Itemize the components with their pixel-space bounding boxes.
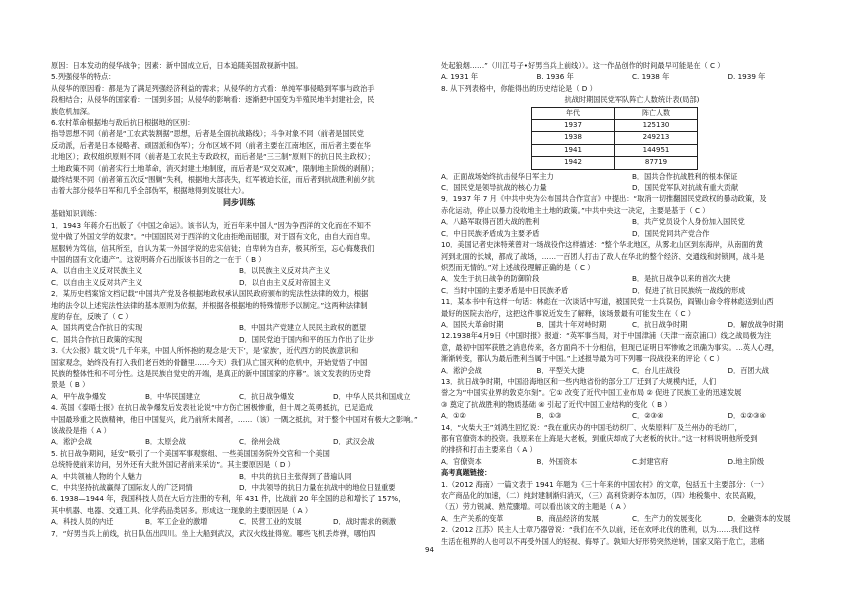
answer-option: A．科技人员的内迁	[51, 517, 114, 527]
answer-option: D．促进了抗日民族统一战线的形成	[632, 285, 746, 295]
question-line: 1．1943 年蒋介石出版了《中国之命运》。该书认为，近百年来中国人“因为争西洋的文化而在不知不	[51, 220, 371, 230]
question-line: 3.《大公报》载文说“几千年来，中国人所怀抱的观念是‘天下’，是‘家族’，近代西方的民族意识和	[51, 346, 359, 356]
sub-title: 基础知识训练：	[51, 209, 102, 219]
question-line: 12.1938年4月9日《中国时报》报道：“英军事当局，对于中国津浦（天津一南京浦口）线之战局极为注	[441, 331, 772, 341]
left-column	[51, 60, 427, 539]
question-line: 民族的整体性和不可分性。这是民族自觉史的开端，是真正的新中国国家的序幕”。该文发表的历史背	[51, 368, 371, 378]
body-text-line: 族危机加深。	[51, 106, 95, 116]
answer-option: A．正面战场始终抗击侵华日军主力	[441, 171, 554, 181]
question-line: 河到北面的长城，都成了战场，……一百团人打击了敌人在华北的整个经济、交通线和封锁网，战斗是	[441, 251, 765, 261]
answer-option: B．平型关大捷	[536, 365, 585, 375]
question-line: 中国最珍重之民族精神，他日中国复兴，此乃前所未闻者，……（该）一隅之抵抗，对于整个中国对有极大之影响。”	[51, 414, 418, 424]
answer-option: C．抗日战争时期	[632, 319, 688, 329]
answer-option: C．徐州会战	[239, 437, 280, 447]
answer-option: B．中国共产党建立人民民主政权的愿望	[239, 323, 367, 333]
question-line: 意，最初中国军获胜之消息传来，各方面尚不十分相信，但现已证明日军惨败之讯确为事实。…英人心理，	[441, 342, 779, 352]
answer-option: B．以民族主义反对共产主义	[239, 266, 331, 276]
right-column	[441, 60, 823, 547]
question-line: 11．某本书中有这样一句话：林彪在一次谈话中写道，被国民党一士兵误伤，阎锡山命令将林彪送到山西	[441, 297, 774, 307]
question-line: 景是（ B ）	[51, 380, 90, 390]
casualty-table	[531, 107, 698, 170]
question-line: 中国的固有文化遗产”。这说明蒋介石出版该书目的之一在于（ B ）	[51, 254, 266, 264]
answer-option: B．国共十年对峙时期	[536, 319, 607, 329]
question-line: 处起狼烟……”（川江号子•好男当兵上前线））。这一作品创作的时间最早可能是在（ C ）	[441, 61, 725, 70]
answer-option: A．①②	[441, 411, 466, 421]
question-line: 8. 从下列表格中，你能得出的历史结论是（ D ）	[441, 83, 597, 93]
body-text-line: 土地政策不同（前者实行土地革命，消灭封建土地制度，而后者是“双交双减”，限制地主阶级的剥削）；	[51, 163, 379, 173]
question-line: 炽烈而无情的。”对上述战役理解正确的是（ C ）	[441, 262, 595, 272]
question-line: 渐渐转变，都认为最后胜利当属于中国。”上述报导最为可下列哪一段战役来的评论（ C ）	[441, 354, 724, 364]
question-line: 5. 抗日战争期间，延安“吸引了一个美国军事观察组、一些美国国务院外交官和一个美国	[51, 448, 330, 458]
table-cell: 1941	[532, 144, 615, 156]
answer-option: B．是抗日战争以来的首次大捷	[632, 274, 731, 284]
answer-option: C．当时中国的主要矛盾是中日民族矛盾	[441, 285, 569, 295]
question-line: 国家观念，始终没有打入我们老百姓的骨髓里……今天）我们从亡国灭种的危机中，开始觉悟了中国	[51, 357, 368, 367]
question-line: 6. 1938—1944 年，我国科技人员在大后方注册的专利，年 431 件，比战前 20 年全国的总和增长了 157%，	[51, 494, 406, 504]
table-cell: 249213	[615, 132, 698, 144]
answer-option: B. 1936 年	[536, 72, 574, 82]
answer-option: C．中共坚持抗战赢得了国际友人的广泛同情	[51, 483, 193, 493]
question-line: 9．1937 年 7 月《中共中央为公布国共合作宣言》中提出：“取消一切推翻国民党政权的暴动政策，及	[441, 194, 767, 204]
question-line: ③ 奠定了抗战胜利的物质基础 ④ 引起了近代中国工业结构的变化（ B ）	[441, 399, 672, 409]
answer-option: C．国共合作抗日政策的实现	[51, 334, 143, 344]
page-number: 94	[425, 546, 434, 554]
answer-option: D. 1939 年	[727, 72, 766, 82]
question-line: （五）劳力锐减、熟荒骤增。可以看出该文的主题是（ A ）	[441, 502, 631, 512]
answer-option: D．国民党同共产党合作	[632, 228, 710, 238]
question-line: 生活在租界的人也可以不再受外国人的轻视、侮辱了。孰知大好形势突然逆转，国家又陷于危亡，悲痛	[441, 536, 765, 546]
table-cell: 1937	[532, 120, 615, 132]
answer-option: C．生产力的发展变化	[632, 513, 702, 523]
answer-option: C．抗日战争爆发	[239, 391, 295, 401]
answer-option: D．中华人民共和国成立	[333, 391, 411, 401]
answer-option: C．民营工业的发展	[239, 517, 302, 527]
body-text-line: 段相结合；从侵华的国家看：一国到多国；从侵华的影响看：逐渐把中国变为半殖民地半封建社会，民	[51, 95, 375, 105]
question-line: 4. 英国《泰晤士报》在抗日战争爆发后发表社论说“中方伤亡困极惨重，但十周之英勇抵抗，已足造成	[51, 403, 373, 413]
answer-option: C．国民党是领导抗战的核心力量	[441, 183, 547, 193]
answer-option: A．八路军取得百团大战的胜利	[441, 217, 540, 227]
answer-option: C．中日民族矛盾成为主要矛盾	[441, 228, 540, 238]
answer-option: D．金融资本的发展	[727, 513, 791, 523]
table-row	[532, 157, 698, 169]
question-line: 总统特使前来访问，另外还有大批外国记者前来采访”。其主要原因是（ D ）	[51, 460, 295, 470]
answer-option: B．商品经济的发展	[536, 513, 599, 523]
answer-option: D．①②③④	[727, 411, 766, 421]
answer-option: B．外国资本	[536, 456, 578, 466]
table-row	[532, 120, 698, 132]
question-line: 农产商品化的加速，（二）纯封建制渐归消灭，（三）高利贷剥夺本加厉，（四）地税集中、农民高殿，	[441, 491, 761, 501]
answer-option: A．国共两党合作抗日的实现	[51, 323, 143, 333]
question-line: 7．“好男当兵上前线，抗日队伍出四川。坐上大船到武汉，武汉火线扯得宽。哪些飞机丢炸弹，哪怕四	[51, 528, 376, 538]
body-text-line: 原因：日本发动的侵华战争；因素：新中国成立后，日本追随美国敌视新中国。	[51, 61, 303, 70]
body-text-line: 北地区）；政权组织原则不同（前者是工农民主专政政权，而后者是“三三制”原则下的抗日民主政权）；	[51, 152, 375, 162]
table-row	[532, 132, 698, 144]
answer-option: B．共产党员设个人身份加入国民党	[632, 217, 745, 227]
answer-option: C．以自由主义反对共产主义	[51, 277, 143, 287]
answer-option: B．太原会战	[145, 437, 186, 447]
table-cell: 144951	[615, 144, 698, 156]
answer-option: A．国民大革命时期	[441, 319, 504, 329]
answer-option: A．以自由主义反对民族主义	[51, 266, 143, 276]
question-line: 誉之为“中国实业界的敦克尔刻”。它① 改变了近代中国工业布局 ② 促进了民族工业的迅速发展	[441, 388, 742, 398]
table-cell: 1942	[532, 157, 615, 169]
table-cell: 87719	[615, 157, 698, 169]
table-header-cell: 阵亡人数	[615, 107, 698, 119]
answer-option: A．甲午战争爆发	[51, 391, 107, 401]
table-row	[532, 144, 698, 156]
question-line: 赤化运动，停止以暴力没收地主土地的政策。”中共中央这一决定，主要是基于（ C ）	[441, 205, 710, 215]
answer-option: A．中共领袖人物的个人魅力	[51, 471, 143, 481]
answer-option: B．军工企业的激增	[145, 517, 208, 527]
answer-option: C.封建官府	[632, 456, 669, 466]
question-line: 2．某历史档案馆文档记载“中国共产党及各根据地政权承认国民政府颁布的宪法性法律的效力，根据	[51, 289, 369, 299]
question-line: 其中机器、电器、交通工具、化学药品类居多。形成这一现象的主要原因是（ A ）	[51, 505, 313, 515]
answer-option: A．生产关系的变革	[441, 513, 504, 523]
answer-option: A. 1931 年	[441, 72, 479, 82]
answer-option: D．国民党军队对抗战有重大贡献	[632, 183, 739, 193]
answer-option: C．②③④	[632, 411, 664, 421]
table-cell: 125130	[615, 120, 698, 132]
body-text-line: 5.列强侵华的特点：	[51, 72, 116, 82]
question-line: 度的存在，反映了（ C ）	[51, 311, 133, 321]
table-cell: 1938	[532, 132, 615, 144]
question-line: 地的法令以上述宪法性法律的基本原则为依据，并根据各根据地的特殊情形予以制定。”这两种法律制	[51, 300, 368, 310]
answer-option: A．发生于抗日战争的防御阶段	[441, 274, 540, 284]
question-line: 1.（2012 海南）一篇文表于 1941 年题为《三十年来的中国农村》的文章，包括五十主要部分：（一）	[441, 479, 769, 489]
answer-option: D．中共领导的抗日力量在抗战中的地位日显重要	[239, 483, 396, 493]
body-text-line: 6.农村革命根据地与敌后抗日根据地的区别：	[51, 118, 195, 128]
body-text-line: 指导思想不同（前者是“工农武装割据”思想，后者是全面抗战路线）；斗争对象不同（前者是国民党	[51, 129, 364, 139]
table-title: 抗战时期国民党军队阵亡人数统计表(局部)	[564, 95, 700, 105]
answer-option: B．中华民国建立	[145, 391, 201, 401]
question-line: 10．美国记者史沫特莱曾对一场战役作这样描述：“整个华北地区，从雾北山区到东海岸，从南面的黄	[441, 240, 763, 250]
question-line: 屈服转为笃信，信其所至，自认为某一外国学说的忠实信徒；自卑转为自弃，极其所至，忘心侮蔑我们	[51, 243, 375, 253]
body-text-line: 最终结果不同（前者第五次反“围剿”失利，根据地大部丧失，红军被迫长征，而后者到抗战胜利前夕抗	[51, 175, 375, 185]
answer-option: A．淞沪会战	[441, 365, 482, 375]
answer-option: D．战时需求的刺激	[333, 517, 397, 527]
answer-option: C. 1938 年	[632, 72, 670, 82]
answer-option: D．解放战争时期	[727, 319, 784, 329]
question-line: 14．“火柴大王”刘鸿生回忆说：“我在重庆办的中国毛纺织厂、火柴原料厂及兰州办的毛纺厂，	[441, 422, 742, 432]
exam-title: 高考真题链接：	[441, 468, 492, 478]
answer-option: A．淞沪会战	[51, 437, 92, 447]
body-text-line: 反动派，后者是日本侵略者、顽固派和伪军）；分布区域不同（前者主要在江南地区，而后者主要在华	[51, 140, 371, 150]
answer-option: C．台儿庄战役	[632, 365, 681, 375]
question-line: 最好的医院去治疗，这把这件事说近发生了解释，该场景最有可能发生在（ C ）	[441, 308, 695, 318]
body-text-line: 击着大部分侵华日军和几乎全部伪军，根据地得到发展壮大）。	[51, 186, 249, 196]
answer-option: D．以自由主义反对帝国主义	[239, 277, 331, 287]
question-line: 13．抗日战争时期，中国沿海地区和一些内地省份的部分工厂迁到了大规模内迁，人们	[441, 376, 717, 386]
table-header-cell: 年代	[532, 107, 615, 119]
answer-option: B．国共合作抗战胜利的根本保证	[632, 171, 738, 181]
answer-option: B．①③	[536, 411, 562, 421]
answer-option: D．百团大战	[727, 365, 769, 375]
question-line: 2.（2012 江苏）民主人士章乃器曾说：“我们在不久以前，还在欢呼北伐的胜利，以为……我们这样	[441, 525, 760, 535]
question-line: 该战役是指（ A ）	[51, 426, 111, 435]
answer-option: A．官僚资本	[441, 456, 482, 466]
body-text-line: 从侵华的原因看：都是为了满足列强经济利益的需求；从侵华的方式看：单纯军事侵略到军事与政治手	[51, 83, 375, 93]
answer-option: D.地主阶级	[727, 456, 765, 466]
answer-option: D．国民党迫于国内和平的压力作出了让步	[239, 334, 374, 344]
question-line: 都有官僚资本的投资。我原来在上海是大老板，到重庆却成了大老板的伙计。”这一材料说明他所受到	[441, 434, 758, 443]
answer-option: D．武汉会战	[333, 437, 375, 447]
section-title: 同步训练	[223, 197, 255, 207]
answer-option: B．中共的抗日主张得到了普遍认同	[239, 471, 352, 481]
question-line: 的排挤和打击主要来自（ A ）	[441, 445, 537, 455]
question-line: 觉中做了外国文学的奴隶”。“中国国民对于西洋的文化由拒绝而屈服，对于固有文化，由自大而自卑。	[51, 232, 375, 242]
